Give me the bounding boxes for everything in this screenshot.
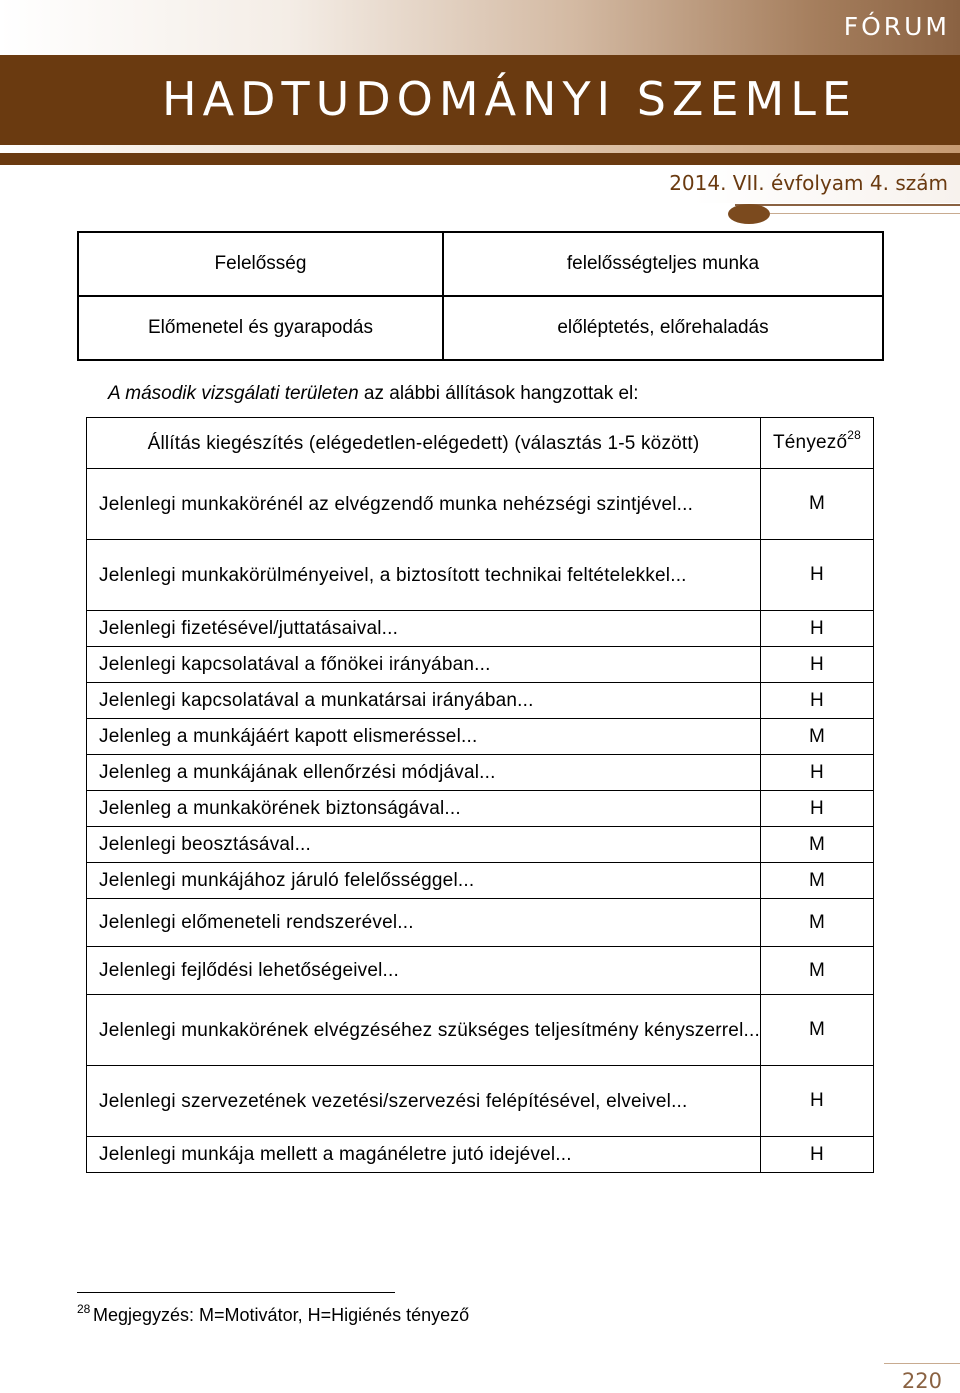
issue-label: 2014. VII. évfolyam 4. szám <box>669 171 948 195</box>
table-header-row <box>87 418 874 469</box>
statement-cell: Jelenlegi munkája mellett a magánéletre jutó idejével... <box>87 1137 761 1173</box>
factor-cell: M <box>761 863 874 899</box>
table-row <box>87 469 874 540</box>
statement-cell: Jelenlegi szervezetének vezetési/szervezési felépítésével, elveivel... <box>87 1066 761 1137</box>
intro-paragraph <box>108 383 639 405</box>
statement-cell: Jelenleg a munkájának ellenőrzési módjával... <box>87 755 761 791</box>
statement-cell: Jelenlegi fizetésével/juttatásaival... <box>87 611 761 647</box>
page-number-rule <box>884 1363 960 1364</box>
table-row <box>87 647 874 683</box>
table-cell: előléptetés, előrehaladás <box>443 296 883 360</box>
statement-cell: Jelenleg a munkakörének biztonságával... <box>87 791 761 827</box>
section-label: FÓRUM <box>843 12 950 41</box>
footnote-text: Megjegyzés: M=Motivátor, H=Higiénés tényező <box>93 1305 470 1325</box>
statement-cell: Jelenlegi munkakörülményeivel, a biztosított technikai feltételekkel... <box>87 540 761 611</box>
factor-cell: M <box>761 947 874 995</box>
factor-cell: H <box>761 540 874 611</box>
table-row <box>78 296 883 360</box>
statement-cell: Jelenlegi fejlődési lehetőségeivel... <box>87 947 761 995</box>
table-row <box>87 995 874 1066</box>
footnote-rule <box>77 1292 395 1293</box>
factor-cell: M <box>761 995 874 1066</box>
intro-rest: az alábbi állítások hangzottak el: <box>358 383 639 404</box>
statements-table <box>86 417 874 1173</box>
statement-cell: Jelenlegi munkakörének elvégzéséhez szükséges teljesítmény kényszerrel... <box>87 995 761 1066</box>
table-row <box>87 827 874 863</box>
issue-divider-light <box>770 213 960 214</box>
header-statement: Állítás kiegészítés (elégedetlen-elégedett) (választás 1-5 között) <box>87 418 761 469</box>
statement-cell: Jelenlegi beosztásával... <box>87 827 761 863</box>
table-row <box>78 232 883 296</box>
issue-divider <box>735 204 960 206</box>
factor-cell: H <box>761 791 874 827</box>
statement-cell: Jelenlegi kapcsolatával a munkatársai irányában... <box>87 683 761 719</box>
journal-title: HADTUDOMÁNYI SZEMLE <box>162 72 857 126</box>
factor-cell: H <box>761 1137 874 1173</box>
table-row <box>87 540 874 611</box>
statement-cell: Jelenlegi munkájához járuló felelősséggel... <box>87 863 761 899</box>
factor-cell: H <box>761 611 874 647</box>
factor-cell: M <box>761 719 874 755</box>
table-cell: Előmenetel és gyarapodás <box>78 296 443 360</box>
factor-cell: H <box>761 647 874 683</box>
intro-italic: A második vizsgálati területen <box>108 383 359 404</box>
header-top-band <box>0 0 960 55</box>
table-row <box>87 1137 874 1173</box>
header-stripe-light <box>0 145 960 153</box>
table-row <box>87 719 874 755</box>
footnote-number: 28 <box>77 1302 91 1316</box>
table-row <box>87 755 874 791</box>
factor-cell: M <box>761 899 874 947</box>
table-row <box>87 683 874 719</box>
factor-cell: H <box>761 683 874 719</box>
decorative-oval <box>728 204 770 224</box>
table-row <box>87 611 874 647</box>
factor-cell: M <box>761 827 874 863</box>
factor-cell: H <box>761 1066 874 1137</box>
definition-table <box>77 231 884 361</box>
statement-cell: Jelenlegi előmeneteli rendszerével... <box>87 899 761 947</box>
table-row <box>87 791 874 827</box>
page-number: 220 <box>901 1369 942 1393</box>
table-row <box>87 947 874 995</box>
header-factor-label: Tényező <box>772 432 848 453</box>
table-row <box>87 1066 874 1137</box>
table-row <box>87 863 874 899</box>
table-cell: felelősségteljes munka <box>443 232 883 296</box>
statement-cell: Jelenleg a munkájáért kapott elismeréssel... <box>87 719 761 755</box>
header-factor <box>761 418 874 469</box>
header-stripe-dark <box>0 153 960 165</box>
table-cell: Felelősség <box>78 232 443 296</box>
footnote-ref: 28 <box>847 428 862 442</box>
statement-cell: Jelenlegi kapcsolatával a főnökei irányában... <box>87 647 761 683</box>
table-row <box>87 899 874 947</box>
statement-cell: Jelenlegi munkakörénél az elvégzendő munka nehézségi szintjével... <box>87 469 761 540</box>
factor-cell: M <box>761 469 874 540</box>
factor-cell: H <box>761 755 874 791</box>
